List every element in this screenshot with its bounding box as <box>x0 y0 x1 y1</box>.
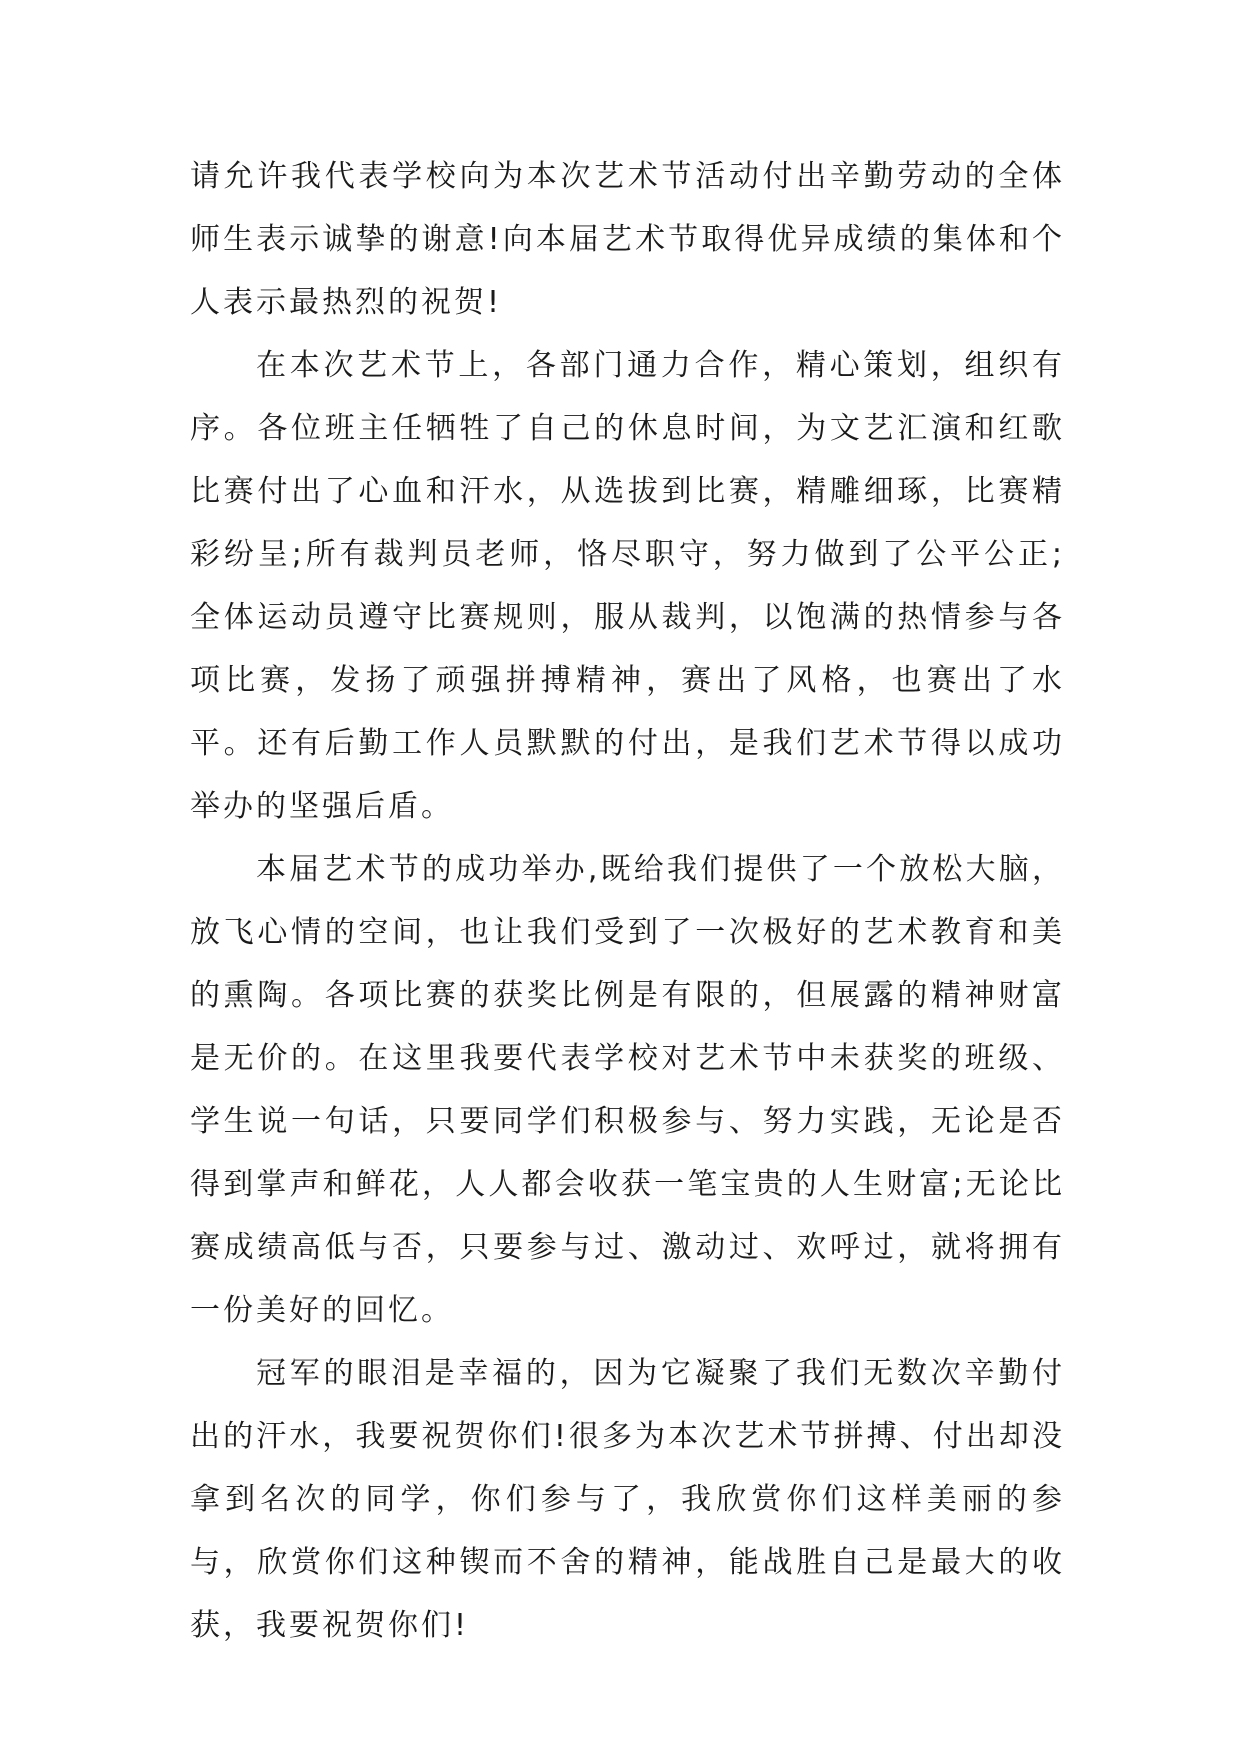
paragraph-2: 在本次艺术节上，各部门通力合作，精心策划，组织有序。各位班主任牺牲了自己的休息时间，为文艺汇演和红歌比赛付出了心血和汗水，从选拔到比赛，精雕细琢，比赛精彩纷呈;所有裁判员老师，恪尽职守，努力做到了公平公正;全体运动员遵守比赛规则，服从裁判，以饱满的热情参与各项比赛，发扬了顽强拼搏精神，赛出了风格，也赛出了水平。还有后勤工作人员默默的付出，是我们艺术节得以成功举办的坚强后盾。 <box>190 348 1065 824</box>
paragraph-3: 本届艺术节的成功举办,既给我们提供了一个放松大脑，放飞心情的空间，也让我们受到了一次极好的艺术教育和美的熏陶。各项比赛的获奖比例是有限的，但展露的精神财富是无价的。在这里我要代表学校对艺术节中未获奖的班级、学生说一句话，只要同学们积极参与、努力实践，无论是否得到掌声和鲜花，人人都会收获一笔宝贵的人生财富;无论比赛成绩高低与否，只要参与过、激动过、欢呼过，就将拥有一份美好的回忆。 <box>190 852 1065 1328</box>
paragraph-1: 请允许我代表学校向为本次艺术节活动付出辛勤劳动的全体师生表示诚挚的谢意!向本届艺术节取得优异成绩的集体和个人表示最热烈的祝贺! <box>190 159 1065 320</box>
document-body <box>190 145 1065 1657</box>
paragraph-4: 冠军的眼泪是幸福的，因为它凝聚了我们无数次辛勤付出的汗水，我要祝贺你们!很多为本次艺术节拼搏、付出却没拿到名次的同学，你们参与了，我欣赏你们这样美丽的参与，欣赏你们这种锲而不舍的精神，能战胜自己是最大的收获，我要祝贺你们! <box>190 1356 1065 1643</box>
